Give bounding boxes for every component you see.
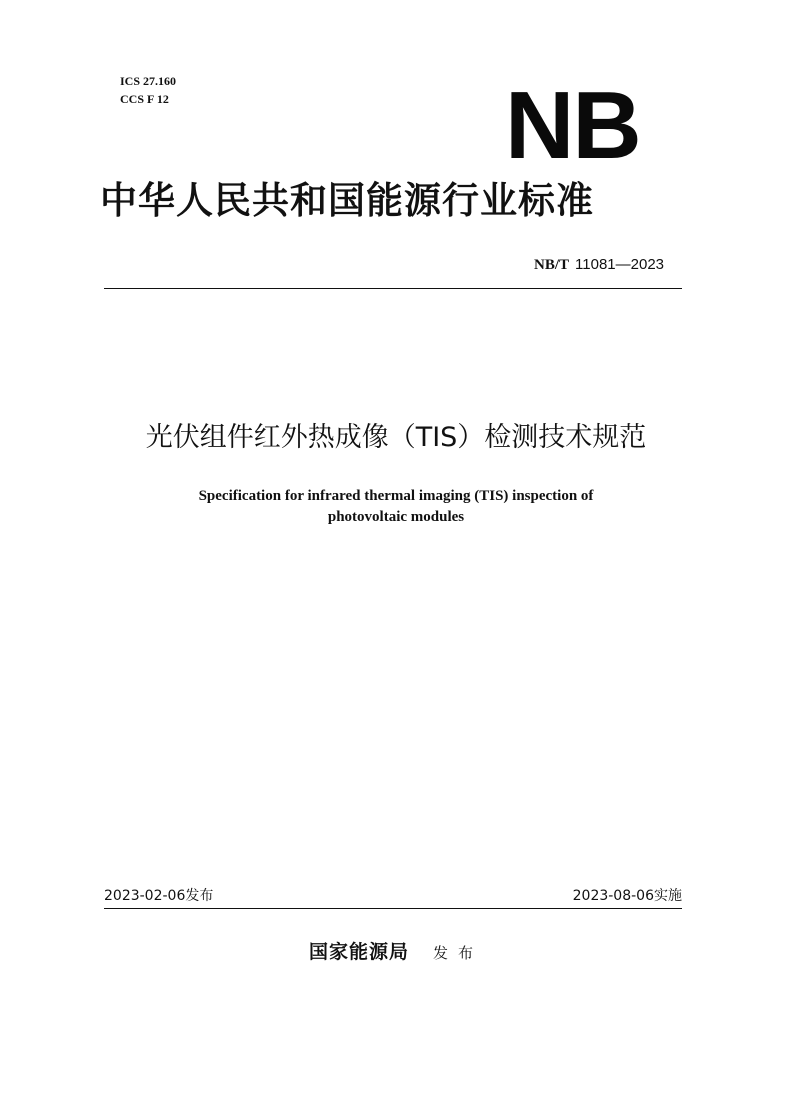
- document-title-english: [96, 486, 696, 528]
- publisher-line: [0, 938, 792, 967]
- ccs-code: CCS F 12: [120, 92, 169, 106]
- english-title-line-2: photovoltaic modules: [327, 509, 465, 525]
- english-title-line-1: Specification for infrared thermal imaging (TIS) inspection of: [198, 488, 594, 504]
- standard-title: 中华人民共和国能源行业标准: [100, 178, 594, 222]
- nb-logo: NB: [505, 72, 640, 179]
- top-divider: [104, 288, 682, 289]
- publisher-name: 国家能源局: [308, 941, 409, 963]
- standard-number: 11081—2023: [575, 256, 664, 273]
- classification-codes: [120, 72, 176, 108]
- standard-prefix: NB/T: [534, 257, 570, 273]
- publish-label: 发布: [433, 944, 484, 962]
- standard-number-block: [534, 256, 664, 274]
- ics-code: ICS 27.160: [120, 74, 177, 88]
- implementation-date: 2023-08-06实施: [572, 888, 682, 904]
- bottom-divider: [104, 908, 682, 909]
- document-title-chinese: 光伏组件红外热成像（TIS）检测技术规范: [145, 422, 647, 453]
- issue-date: 2023-02-06发布: [104, 888, 214, 904]
